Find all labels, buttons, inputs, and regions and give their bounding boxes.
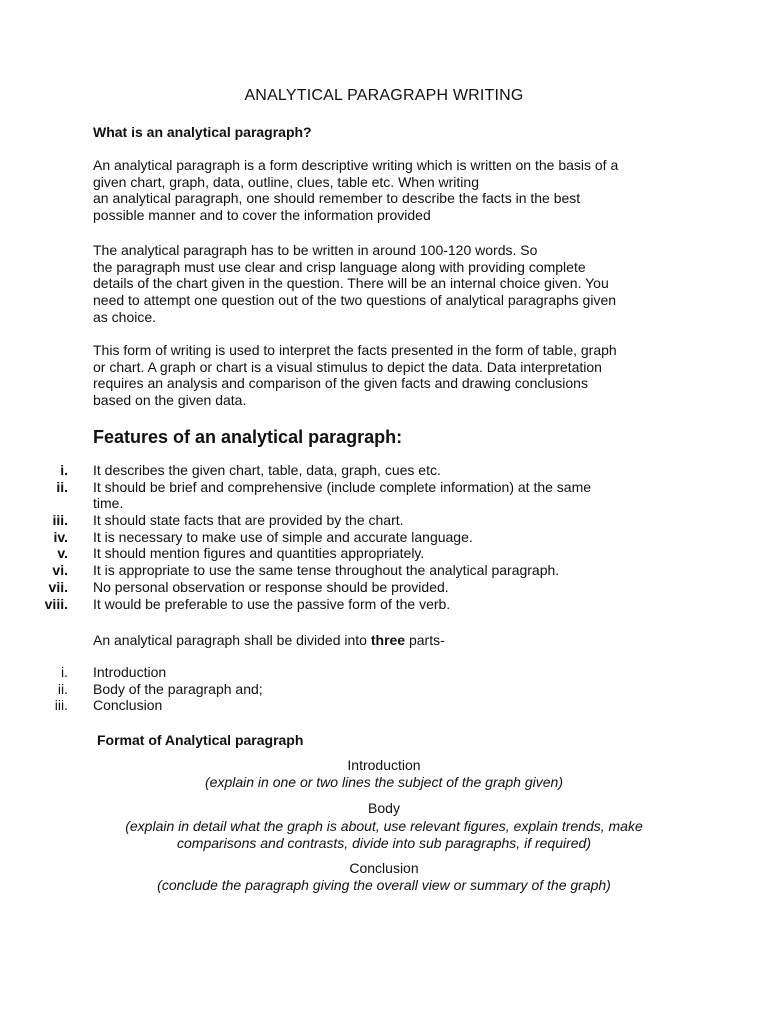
format-heading: Format of Analytical paragraph [97,732,304,748]
list-item [0,545,768,562]
paragraph-line: possible manner and to cover the information provided [93,207,431,224]
format-intro-text-line: (explain in one or two lines the subject of the graph given) [205,774,563,790]
paragraph-interpretation [93,342,693,409]
list-item [0,664,768,681]
list-text: It should be brief and comprehensive (include complete information) at the same [93,478,592,495]
list-text: Body of the paragraph and; [93,680,263,697]
format-conclusion-text-line: (conclude the paragraph giving the overall view or summary of the graph) [157,877,611,893]
parts-intro-after: parts- [405,632,445,648]
list-text: It should mention figures and quantities appropriately. [93,545,425,562]
list-number: iv. [53,528,68,545]
paragraph-word-limit [93,242,693,326]
page-title: ANALYTICAL PARAGRAPH WRITING [244,87,524,104]
question-heading: What is an analytical paragraph? [93,124,312,140]
list-text: Introduction [93,664,167,680]
paragraph-line: or chart. A graph or chart is a visual stimulus to depict the data. Data interpretation [93,358,602,375]
paragraph-line: An analytical paragraph is a form descriptive writing which is written on the basis of a [93,157,619,173]
list-item [0,697,768,714]
list-number: i. [60,462,68,478]
list-text: time. [93,495,124,512]
list-number: viii. [44,595,68,612]
list-item [0,479,768,496]
paragraph-line: The analytical paragraph has to be written in around 100-120 words. So [93,242,538,258]
parts-list [0,664,768,714]
list-number: v. [57,545,68,562]
list-text: Conclusion [93,697,163,714]
paragraph-line: need to attempt one question out of the two questions of analytical paragraphs given [93,292,617,309]
format-body-heading: Body [368,800,400,816]
format-intro-heading: Introduction [347,757,421,773]
list-number: vii. [48,578,68,595]
list-item [0,512,768,529]
parts-intro-bold: three [370,632,406,648]
paragraph-line: an analytical paragraph, one should remember to describe the facts in the best [93,190,581,207]
list-text: It is necessary to make use of simple and accurate language. [93,528,473,545]
paragraph-line: This form of writing is used to interpret the facts presented in the form of table, graph [93,342,617,358]
parts-intro-sentence [93,632,693,649]
list-number: ii. [56,478,68,495]
paragraph-line: requires an analysis and comparison of the given facts and drawing conclusions [93,375,588,392]
paragraph-line: as choice. [93,308,157,325]
list-text: It describes the given chart, table, data, graph, cues etc. [93,462,441,478]
list-number: iii. [52,512,68,529]
paragraph-line: details of the chart given in the question. There will be an internal choice given. You [93,275,609,292]
paragraph-line: given chart, graph, data, outline, clues, table etc. When writing [93,173,479,190]
format-conclusion-text [0,877,768,894]
paragraph-line: based on the given data. [93,392,247,409]
list-number: iii. [54,697,68,714]
list-item [0,462,768,479]
list-text: It should state facts that are provided by the chart. [93,512,404,529]
list-item [0,681,768,698]
list-number: ii. [57,680,68,697]
features-list [0,462,768,612]
format-body-text-line: comparisons and contrasts, divide into sub paragraphs, if required) [177,834,591,851]
list-item [0,529,768,546]
list-number: vi. [52,562,68,579]
format-conclusion-heading: Conclusion [349,860,419,876]
list-text: It would be preferable to use the passive form of the verb. [93,595,451,612]
list-text: It is appropriate to use the same tense throughout the analytical paragraph. [93,562,560,579]
format-body-text [0,818,768,851]
list-item-continuation [0,495,768,512]
list-item [0,562,768,579]
list-text: No personal observation or response should be provided. [93,578,449,595]
list-item [0,579,768,596]
list-item [0,596,768,613]
paragraph-definition [93,157,693,224]
features-heading: Features of an analytical paragraph: [93,427,403,447]
parts-intro-before: An analytical paragraph shall be divided into [93,632,371,648]
paragraph-line: the paragraph must use clear and crisp language along with providing complete [93,258,586,275]
format-intro-text [0,774,768,791]
format-body-text-line: (explain in detail what the graph is about, use relevant figures, explain trends, make [125,818,643,834]
list-number: i. [61,664,68,680]
